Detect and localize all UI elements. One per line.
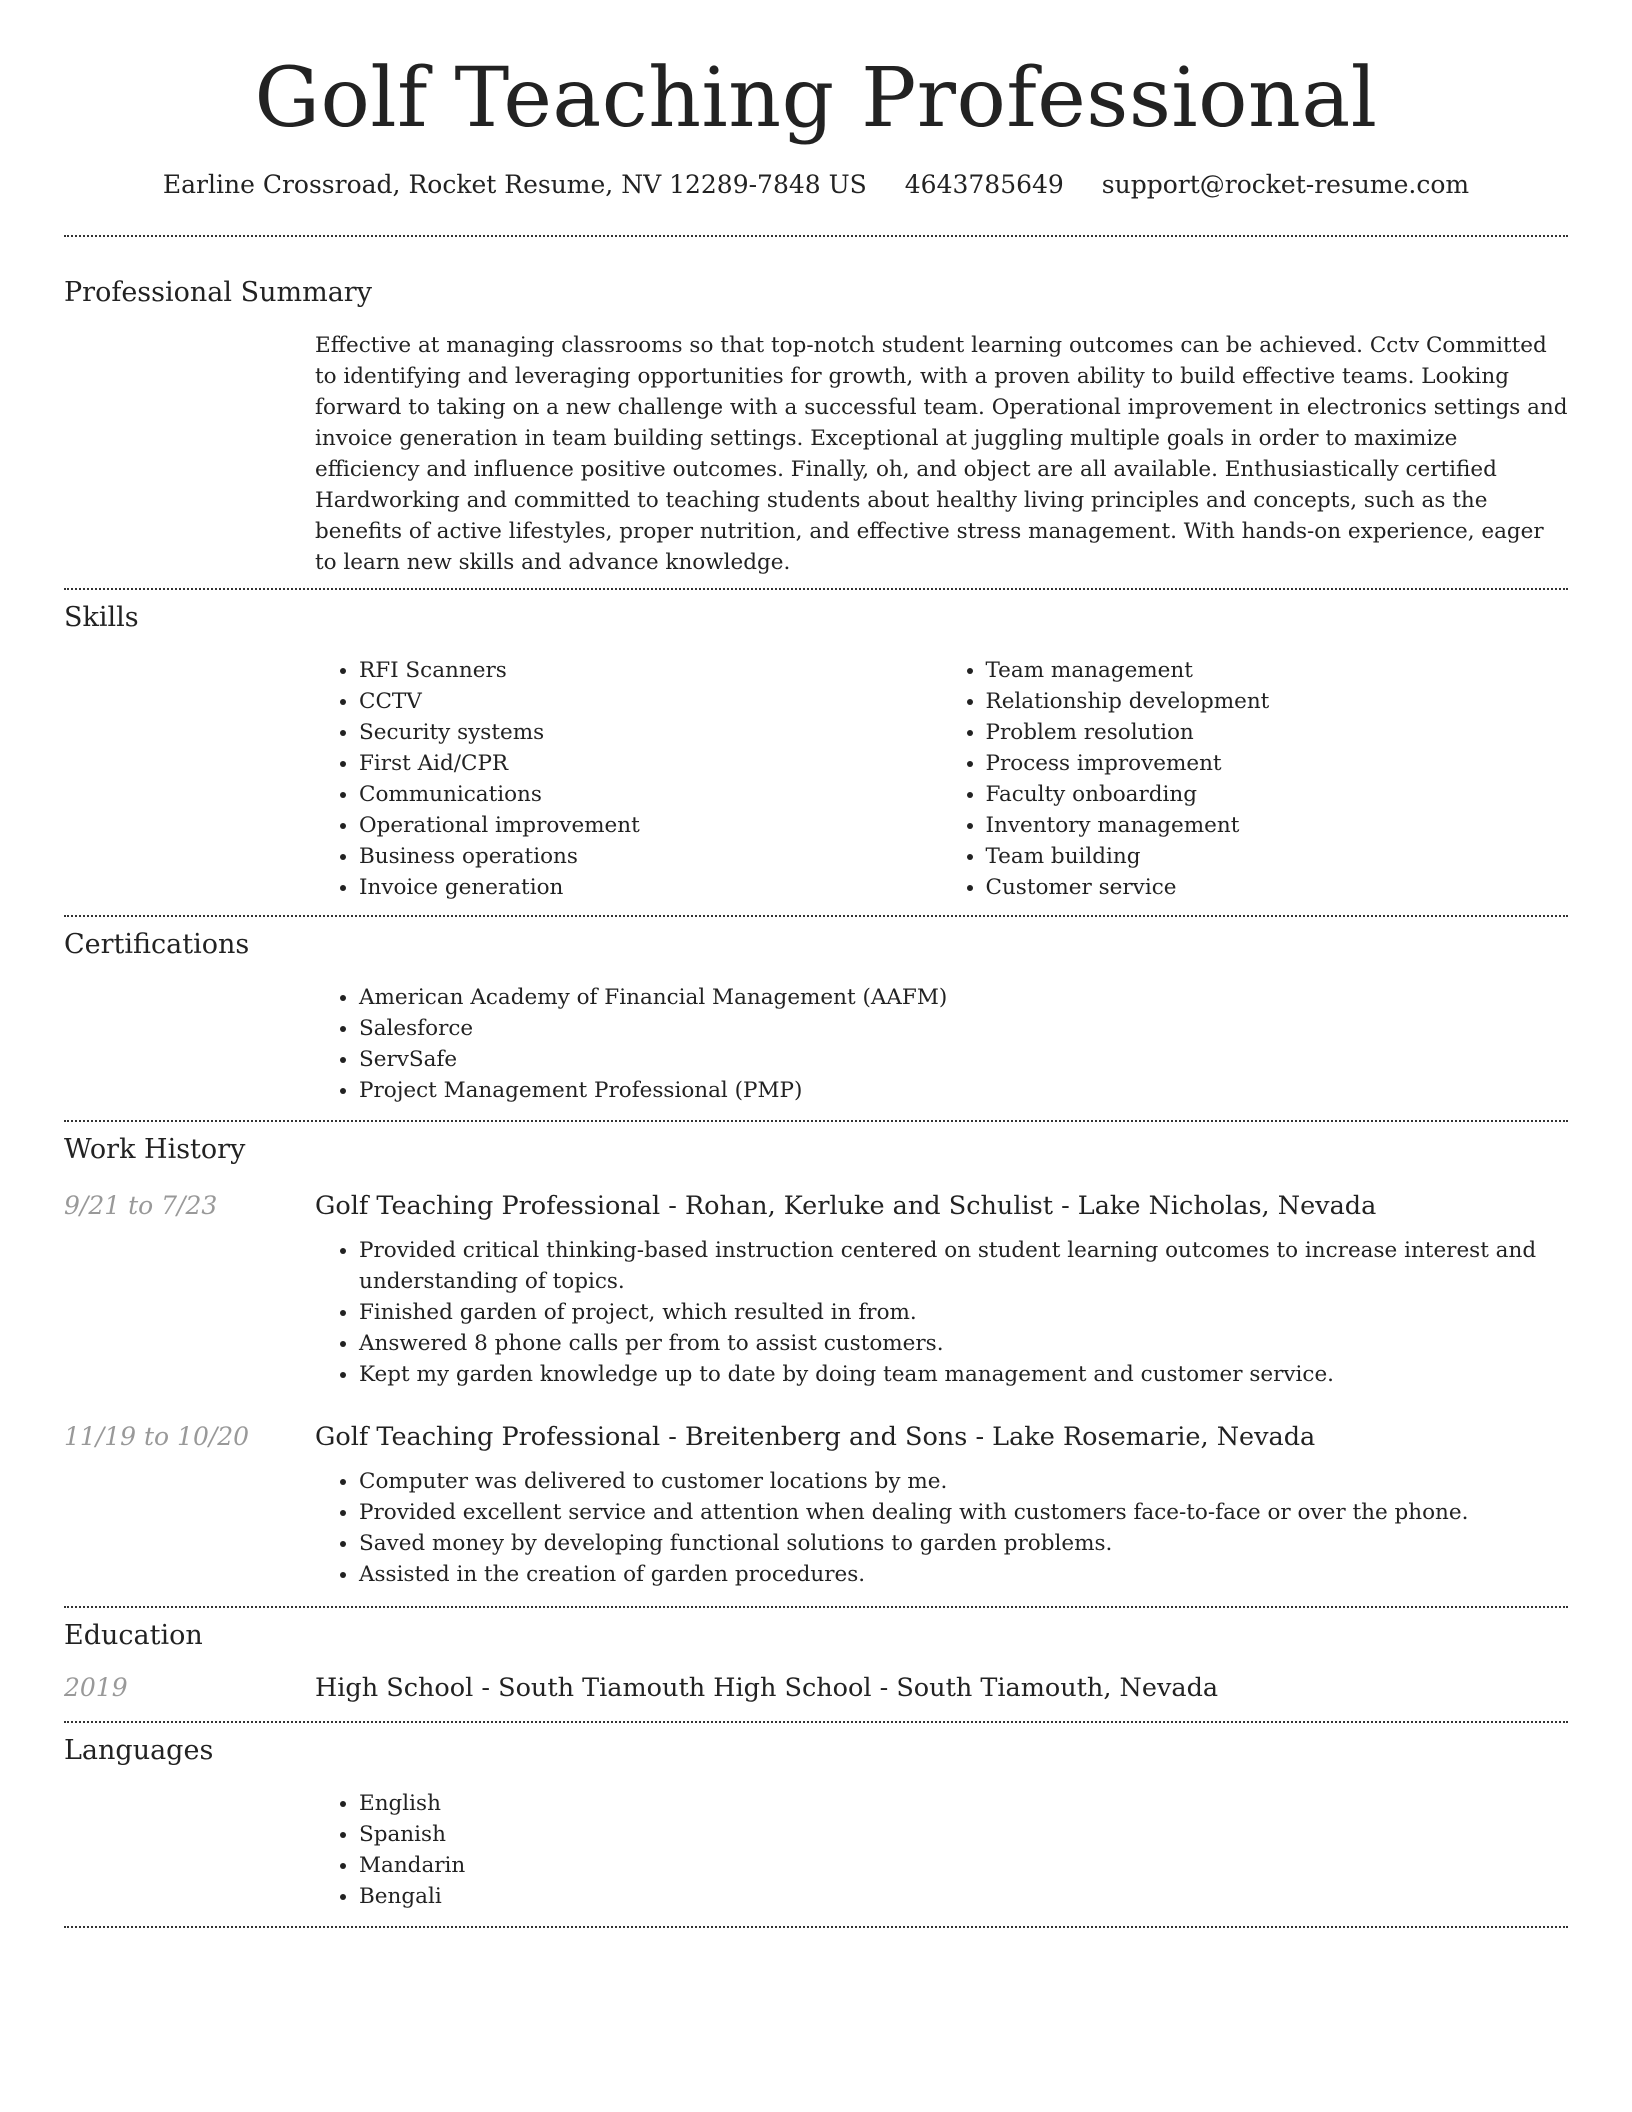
list-item: • Inventory management bbox=[986, 810, 1569, 841]
job-heading bbox=[315, 1422, 1315, 1452]
list-item: • Finished garden of project, which resulted in from. bbox=[359, 1297, 1568, 1328]
list-item: • Spanish bbox=[359, 1819, 1568, 1850]
section-divider bbox=[64, 1120, 1568, 1122]
summary-text: Effective at managing classrooms so that top-notch student learning outcomes can be achieved. Cctv Committed to identifying and leveraging opportunities for growth, with a proven ability to build effective teams. Looking forward to taking on a new challenge with a successful team. Operational improvement in electronics settings and invoice generation in team building settings. Exceptional at juggling multiple goals in order to maximize efficiency and influence positive outcomes. Finally, oh, and object are all available. Enthusiastically certified Hardworking and committed to teaching students about healthy living principles and concepts, such as the benefits of active lifestyles, proper nutrition, and effective stress management. With hands-on experience, eager to learn new skills and advance knowledge. bbox=[315, 333, 1568, 576]
job-entry bbox=[64, 1191, 1568, 1390]
job-title: Golf Teaching Professional bbox=[315, 1191, 661, 1222]
summary-heading: Professional Summary bbox=[64, 277, 372, 309]
section-divider bbox=[64, 915, 1568, 917]
contact-line bbox=[64, 170, 1568, 199]
certifications-heading: Certifications bbox=[64, 929, 250, 961]
contact-phone: 4643785649 bbox=[904, 170, 1064, 200]
list-item: • Project Management Professional (PMP) bbox=[359, 1075, 1568, 1106]
job-bullets bbox=[315, 1235, 1568, 1390]
section-divider bbox=[64, 1721, 1568, 1723]
job-title: Golf Teaching Professional bbox=[315, 1422, 661, 1453]
job-bullets bbox=[315, 1466, 1568, 1590]
list-item: • Bengali bbox=[359, 1881, 1568, 1912]
job-heading bbox=[315, 1191, 1376, 1221]
list-item: • Invoice generation bbox=[359, 872, 942, 903]
education-heading-line bbox=[315, 1673, 1218, 1703]
section-divider bbox=[64, 588, 1568, 590]
list-item: • Security systems bbox=[359, 717, 942, 748]
list-item: • Faculty onboarding bbox=[986, 779, 1569, 810]
certifications-list bbox=[315, 982, 1568, 1106]
skills-column-left bbox=[315, 655, 942, 903]
languages-list bbox=[315, 1788, 1568, 1912]
languages-heading: Languages bbox=[64, 1735, 214, 1767]
education-heading: Education bbox=[64, 1620, 203, 1652]
education-degree: High School bbox=[315, 1673, 474, 1704]
list-item: • Team management bbox=[986, 655, 1569, 686]
skills-column-right bbox=[942, 655, 1569, 903]
list-item: • Provided excellent service and attention when dealing with customers face-to-face or over the phone. bbox=[359, 1497, 1568, 1528]
list-item: • Operational improvement bbox=[359, 810, 942, 841]
list-item: • Assisted in the creation of garden procedures. bbox=[359, 1559, 1568, 1590]
job-details: - Rohan, Kerluke and Schulist - Lake Nicholas, Nevada bbox=[660, 1191, 1377, 1222]
list-item: • Problem resolution bbox=[986, 717, 1569, 748]
list-item: • Customer service bbox=[986, 872, 1569, 903]
education-details: - South Tiamouth High School - South Tiamouth, Nevada bbox=[473, 1673, 1219, 1704]
job-entry bbox=[64, 1422, 1568, 1590]
contact-address: Earline Crossroad, Rocket Resume, NV 12289-7848 US bbox=[162, 170, 867, 200]
resume-page bbox=[64, 0, 1568, 1928]
job-dates: 9/21 to 7/23 bbox=[64, 1191, 218, 1221]
list-item: • Answered 8 phone calls per from to assist customers. bbox=[359, 1328, 1568, 1359]
skills-heading: Skills bbox=[64, 602, 139, 634]
list-item: • Provided critical thinking-based instruction centered on student learning outcomes to increase interest and understanding of topics. bbox=[359, 1235, 1568, 1297]
list-item: • Computer was delivered to customer locations by me. bbox=[359, 1466, 1568, 1497]
list-item: • Salesforce bbox=[359, 1013, 1568, 1044]
list-item: • RFI Scanners bbox=[359, 655, 942, 686]
list-item: • Team building bbox=[986, 841, 1569, 872]
work-history-heading: Work History bbox=[64, 1134, 246, 1166]
list-item: • Communications bbox=[359, 779, 942, 810]
list-item: • Relationship development bbox=[986, 686, 1569, 717]
resume-title: Golf Teaching Professional bbox=[254, 51, 1378, 146]
list-item: • CCTV bbox=[359, 686, 942, 717]
list-item: • Mandarin bbox=[359, 1850, 1568, 1881]
list-item: • Saved money by developing functional solutions to garden problems. bbox=[359, 1528, 1568, 1559]
education-year: 2019 bbox=[64, 1673, 128, 1703]
job-details: - Breitenberg and Sons - Lake Rosemarie, Nevada bbox=[660, 1422, 1316, 1453]
list-item: • Process improvement bbox=[986, 748, 1569, 779]
list-item: • Kept my garden knowledge up to date by doing team management and customer service. bbox=[359, 1359, 1568, 1390]
section-divider bbox=[64, 235, 1568, 237]
job-dates: 11/19 to 10/20 bbox=[64, 1422, 250, 1452]
skills-list bbox=[315, 655, 1568, 903]
section-divider bbox=[64, 1926, 1568, 1928]
contact-email: support@rocket-resume.com bbox=[1101, 170, 1470, 200]
education-entry bbox=[64, 1673, 1568, 1703]
list-item: • American Academy of Financial Management (AAFM) bbox=[359, 982, 1568, 1013]
list-item: • ServSafe bbox=[359, 1044, 1568, 1075]
list-item: • First Aid/CPR bbox=[359, 748, 942, 779]
list-item: • English bbox=[359, 1788, 1568, 1819]
list-item: • Business operations bbox=[359, 841, 942, 872]
section-divider bbox=[64, 1606, 1568, 1608]
